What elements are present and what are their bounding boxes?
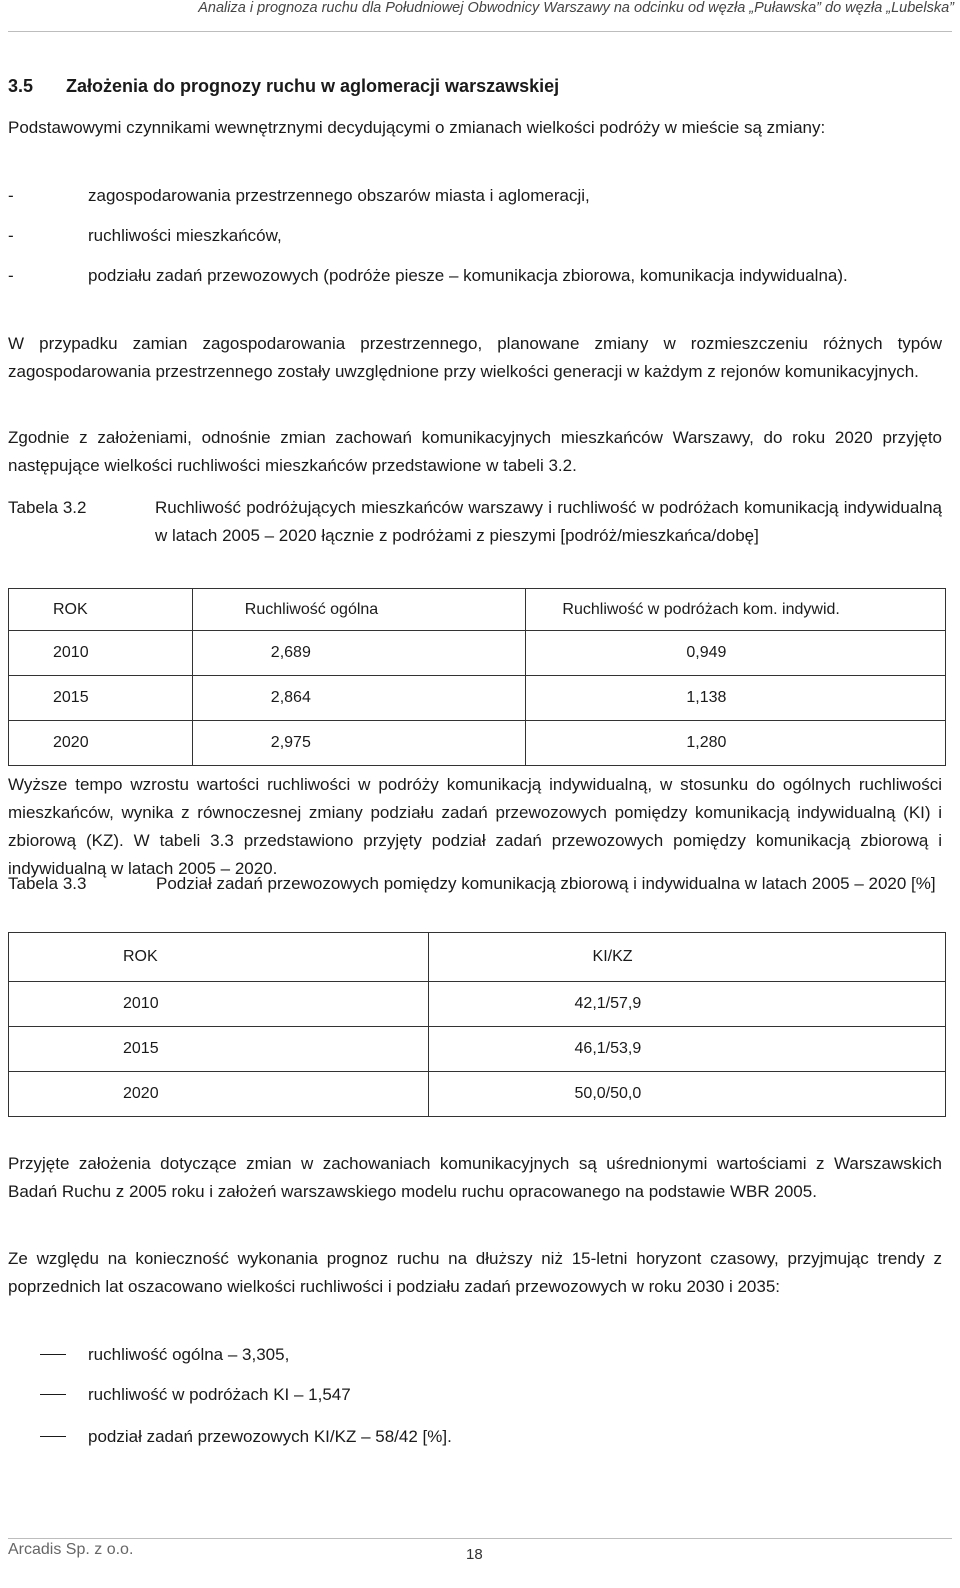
- table-header-cell: Ruchliwość ogólna: [192, 589, 526, 631]
- table-cell: 2010: [9, 982, 429, 1027]
- forecast-list: [8, 1381, 908, 1409]
- table-row: [9, 631, 946, 676]
- long-dash: [40, 1354, 66, 1355]
- table-cell: 2,975: [192, 721, 526, 766]
- long-dash: [40, 1436, 66, 1437]
- forecast-item: [8, 1423, 908, 1451]
- table-3-2: [8, 588, 946, 766]
- forecast-list: [8, 1423, 908, 1451]
- section-number: 3.5: [8, 76, 34, 96]
- factor-text: ruchliwości mieszkańców,: [88, 226, 282, 245]
- running-header: Analiza i prognoza ruchu dla Południowej Obwodnicy Warszawy na odcinku od węzła „Puławska” do węzła „Lubelska”: [198, 0, 954, 16]
- bullet-dash: -: [8, 186, 14, 205]
- forecast-text: podział zadań przewozowych KI/KZ – 58/42 [%].: [88, 1427, 452, 1446]
- forecast-item: [8, 1341, 908, 1369]
- long-dash: [40, 1394, 66, 1395]
- factor-item: [8, 262, 942, 318]
- table-header-row: [9, 933, 946, 982]
- source-paragraph: Przyjęte założenia dotyczące zmian w zachowaniach komunikacyjnych są uśrednionymi wartościami z Warszawskich Badań Ruchu z 2005 roku i założeń warszawskiego modelu ruchu opracowanego na podstawie WBR 2005.: [8, 1154, 942, 1201]
- page-number: 18: [466, 1546, 483, 1563]
- bullet-dash: -: [8, 266, 14, 285]
- table-row: [9, 721, 946, 766]
- factor-item: [8, 222, 942, 250]
- table-3-3-caption: [8, 870, 942, 926]
- table-header-cell: KI/KZ: [428, 933, 945, 982]
- table-label: Tabela 3.3: [8, 874, 87, 893]
- growth-paragraph: Wyższe tempo wzrostu wartości ruchliwości w podróży komunikacją indywidualną, w stosunku do ogólnych ruchliwości mieszkańców, wynika z równoczesnej zmiany podziału zadań przewozowych pomiędzy komunikacją indywidualną (KI) i zbiorową (KZ). W tabeli 3.3 przedstawiono przyjęty podział zadań przewozowych pomiędzy komunikacją zbiorową i indywidualną w latach 2005 – 2020.: [8, 775, 942, 878]
- forecast-text: ruchliwość ogólna – 3,305,: [88, 1345, 290, 1364]
- table-3-2-caption: [8, 494, 942, 578]
- forecast-text: ruchliwość w podróżach KI – 1,547: [88, 1385, 351, 1404]
- table-cell: 2010: [9, 631, 193, 676]
- table-cell: 2,689: [192, 631, 526, 676]
- table-cell: 1,138: [526, 676, 946, 721]
- table-header-cell: ROK: [9, 589, 193, 631]
- table-caption-text: Ruchliwość podróżujących mieszkańców warszawy i ruchliwość w podróżach komunikacją indywidualną w latach 2005 – 2020 łącznie z podróżami z pieszymi [podróż/mieszkańca/dobę]: [155, 498, 942, 545]
- table-cell: 2020: [9, 1072, 429, 1117]
- footer-rule: [8, 1538, 952, 1539]
- table-header-cell: ROK: [9, 933, 429, 982]
- table-header-cell: Ruchliwość w podróżach kom. indywid.: [526, 589, 946, 631]
- table-cell: 2015: [9, 1027, 429, 1072]
- table-row: [9, 1072, 946, 1117]
- table-row: [9, 676, 946, 721]
- forecast-list: [8, 1341, 908, 1369]
- section-heading: [8, 76, 559, 97]
- mobility-paragraph: Zgodnie z założeniami, odnośnie zmian zachowań komunikacyjnych mieszkańców Warszawy, do roku 2020 przyjęto następujące wielkości ruchliwości mieszkańców przedstawione w tabeli 3.2.: [8, 428, 942, 475]
- table-row: [9, 982, 946, 1027]
- bullet-dash: -: [8, 226, 14, 245]
- table-cell: 46,1/53,9: [428, 1027, 945, 1072]
- table-header-row: [9, 589, 946, 631]
- table-cell: 50,0/50,0: [428, 1072, 945, 1117]
- land-use-paragraph: W przypadku zamian zagospodarowania przestrzennego, planowane zmiany w rozmieszczeniu różnych typów zagospodarowania przestrzennego zostały uwzględnione przy wielkości generacji w każdym z rejonów komunikacyjnych.: [8, 334, 942, 381]
- table-cell: 1,280: [526, 721, 946, 766]
- section-title: Założenia do prognozy ruchu w aglomeracji warszawskiej: [66, 76, 560, 96]
- footer-company: Arcadis Sp. z o.o.: [8, 1541, 134, 1558]
- table-label: Tabela 3.2: [8, 498, 87, 517]
- table-cell: 2020: [9, 721, 193, 766]
- table-cell: 2015: [9, 676, 193, 721]
- forecast-paragraph: Ze względu na konieczność wykonania prognoz ruchu na dłuższy niż 15-letni horyzont czasowy, przyjmując trendy z poprzednich lat oszacowano wielkości ruchliwości i podziału zadań przewozowych w roku 2030 i 2035:: [8, 1249, 942, 1296]
- table-row: [9, 1027, 946, 1072]
- forecast-item: [8, 1381, 908, 1409]
- table-cell: 0,949: [526, 631, 946, 676]
- table-cell: 2,864: [192, 676, 526, 721]
- table-3-3: [8, 932, 946, 1117]
- factor-text: zagospodarowania przestrzennego obszarów miasta i aglomeracji,: [88, 186, 590, 205]
- table-caption-text: Podział zadań przewozowych pomiędzy komunikacją zbiorową i indywidualna w latach 2005 – 2020 [%]: [156, 874, 936, 893]
- factor-text: podziału zadań przewozowych (podróże piesze – komunikacja zbiorowa, komunikacja indywidualna).: [88, 266, 848, 285]
- factor-item: [8, 182, 942, 210]
- intro-paragraph: Podstawowymi czynnikami wewnętrznymi decydującymi o zmianach wielkości podróży w mieście są zmiany:: [8, 118, 826, 137]
- table-cell: 42,1/57,9: [428, 982, 945, 1027]
- header-rule: [8, 31, 952, 32]
